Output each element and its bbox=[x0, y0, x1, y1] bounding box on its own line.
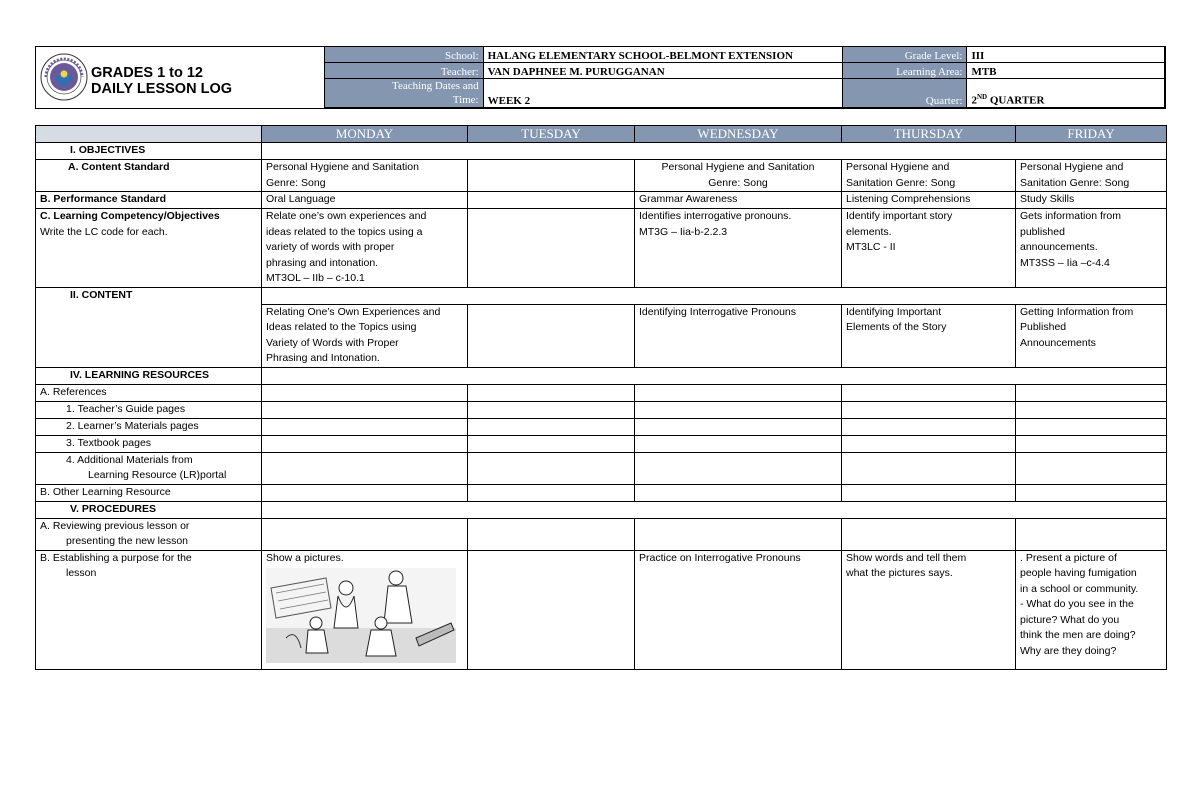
content-mon-line: Ideas related to the Topics using bbox=[266, 321, 417, 333]
teacher-value: VAN DAPHNEE M. PURUGGANAN bbox=[483, 63, 842, 79]
cell bbox=[635, 418, 842, 435]
cell bbox=[262, 401, 468, 418]
cell bbox=[635, 401, 842, 418]
cell bbox=[1016, 401, 1167, 418]
cell bbox=[635, 384, 842, 401]
daily-lesson-table bbox=[35, 125, 1167, 670]
dates-label bbox=[325, 79, 484, 108]
lc-thursday bbox=[842, 209, 1016, 288]
ps-monday: Oral Language bbox=[262, 192, 468, 209]
cs-monday bbox=[262, 160, 468, 192]
cell bbox=[262, 418, 468, 435]
content-fri-line: Published bbox=[1020, 321, 1067, 333]
teacher-label: Teacher: bbox=[325, 63, 484, 79]
content-thursday bbox=[842, 304, 1016, 367]
cell bbox=[842, 435, 1016, 452]
lm-pages-label: 2. Learner’s Materials pages bbox=[36, 418, 262, 435]
purpose-mon-text: Show a pictures. bbox=[266, 551, 344, 564]
lc-fri-line: announcements. bbox=[1020, 241, 1098, 253]
cell bbox=[1016, 484, 1167, 501]
dates-label-line1: Teaching Dates and bbox=[392, 80, 479, 92]
purpose-fri-line: people having fumigation bbox=[1020, 567, 1137, 579]
cs-fri-line1: Personal Hygiene and bbox=[1020, 161, 1124, 173]
cs-wed-line1: Personal Hygiene and Sanitation bbox=[661, 161, 815, 173]
cs-fri-line2: Sanitation Genre: Song bbox=[1020, 176, 1130, 189]
cell bbox=[635, 435, 842, 452]
lc-wed-code: MT3G – Iia-b-2.2.3 bbox=[639, 225, 728, 238]
lc-friday bbox=[1016, 209, 1167, 288]
content-mon-line: Relating One’s Own Experiences and bbox=[266, 305, 441, 318]
cell bbox=[842, 401, 1016, 418]
review-line2: presenting the new lesson bbox=[66, 535, 188, 547]
lc-thu-line: elements. bbox=[846, 225, 892, 238]
resources-heading: IV. LEARNING RESOURCES bbox=[36, 367, 262, 384]
content-thu-line: Identifying Important bbox=[846, 305, 942, 318]
content-fri-line: Getting Information from bbox=[1020, 305, 1134, 318]
cell bbox=[1016, 418, 1167, 435]
lc-fri-code: MT3SS – Iia –c-4.4 bbox=[1020, 256, 1110, 269]
cell bbox=[262, 435, 468, 452]
lc-wed-line: Identifies interrogative pronouns. bbox=[639, 210, 792, 222]
cell bbox=[842, 418, 1016, 435]
cs-mon-line1: Personal Hygiene and Sanitation bbox=[266, 161, 419, 173]
quarter-label: Quarter: bbox=[842, 79, 967, 108]
cs-thursday bbox=[842, 160, 1016, 192]
competency-label bbox=[36, 209, 262, 288]
day-thursday: THURSDAY bbox=[842, 126, 1016, 143]
textbook-pages-label: 3. Textbook pages bbox=[36, 435, 262, 452]
cs-tuesday bbox=[468, 160, 635, 192]
purpose-fri-line: - What do you see in the bbox=[1020, 598, 1134, 610]
purpose-friday bbox=[1016, 550, 1167, 669]
dates-label-line2: Time: bbox=[452, 94, 479, 106]
cell bbox=[635, 484, 842, 501]
lc-thu-code: MT3LC - II bbox=[846, 241, 896, 253]
purpose-thursday bbox=[842, 550, 1016, 669]
lc-fri-line: Gets information from bbox=[1020, 210, 1121, 222]
lesson-log-header bbox=[35, 46, 1166, 109]
purpose-line1: B. Establishing a purpose for the bbox=[40, 551, 192, 564]
cell bbox=[468, 518, 635, 550]
content-standard-label: A. Content Standard bbox=[36, 160, 262, 192]
cell bbox=[468, 435, 635, 452]
lc-wednesday bbox=[635, 209, 842, 288]
purpose-fri-line: . Present a picture of bbox=[1020, 551, 1117, 564]
cell bbox=[842, 384, 1016, 401]
lesson-log-title: GRADES 1 to 12 DAILY LESSON LOG bbox=[91, 65, 232, 97]
purpose-monday bbox=[262, 550, 468, 669]
dates-value: WEEK 2 bbox=[483, 79, 842, 108]
purpose-fri-line: picture? What do you bbox=[1020, 613, 1120, 626]
content-tuesday bbox=[468, 304, 635, 367]
lc-mon-line: Relate one’s own experiences and bbox=[266, 210, 427, 222]
cell bbox=[468, 384, 635, 401]
cell bbox=[262, 484, 468, 501]
competency-label-line2: Write the LC code for each. bbox=[40, 225, 168, 238]
purpose-wednesday: Practice on Interrogative Pronouns bbox=[635, 550, 842, 669]
cell bbox=[262, 384, 468, 401]
cell bbox=[1016, 518, 1167, 550]
am-line1: 4. Additional Materials from bbox=[66, 453, 193, 466]
content-wednesday bbox=[635, 304, 842, 367]
grade-value: III bbox=[967, 47, 1165, 63]
school-info-table bbox=[324, 46, 1165, 108]
cs-thu-line1: Personal Hygiene and bbox=[846, 161, 950, 173]
performance-standard-label: B. Performance Standard bbox=[36, 192, 262, 209]
tg-pages-label: 1. Teacher’s Guide pages bbox=[36, 401, 262, 418]
lc-thu-line: Identify important story bbox=[846, 210, 953, 222]
cell bbox=[468, 452, 635, 484]
purpose-label bbox=[36, 550, 262, 669]
cell bbox=[842, 484, 1016, 501]
procedures-heading: V. PROCEDURES bbox=[36, 501, 262, 518]
ps-wednesday: Grammar Awareness bbox=[635, 192, 842, 209]
corner-cell bbox=[36, 126, 262, 143]
other-resource-label: B. Other Learning Resource bbox=[36, 484, 262, 501]
cell bbox=[262, 452, 468, 484]
school-label: School: bbox=[325, 47, 484, 63]
cell bbox=[262, 518, 468, 550]
review-label bbox=[36, 518, 262, 550]
lc-monday bbox=[262, 209, 468, 288]
quarter-word: QUARTER bbox=[989, 95, 1045, 107]
am-line2: Learning Resource (LR)portal bbox=[88, 469, 227, 481]
resources-blank bbox=[262, 367, 1167, 384]
day-friday: FRIDAY bbox=[1016, 126, 1167, 143]
purpose-fri-line: Why are they doing? bbox=[1020, 644, 1117, 657]
cs-wednesday bbox=[635, 160, 842, 192]
ps-thursday: Listening Comprehensions bbox=[842, 192, 1016, 209]
purpose-fri-line: in a school or community. bbox=[1020, 582, 1139, 595]
quarter-value bbox=[967, 79, 1165, 108]
objectives-blank bbox=[262, 143, 1167, 160]
review-line1: A. Reviewing previous lesson or bbox=[40, 519, 190, 532]
lc-mon-code: MT3OL – IIb – c-10.1 bbox=[266, 272, 365, 284]
day-wednesday: WEDNESDAY bbox=[635, 126, 842, 143]
content-mon-line: Variety of Words with Proper bbox=[266, 336, 399, 349]
competency-label-line1: C. Learning Competency/Objectives bbox=[40, 210, 220, 222]
day-tuesday: TUESDAY bbox=[468, 126, 635, 143]
cell bbox=[468, 418, 635, 435]
purpose-line2: lesson bbox=[66, 567, 97, 579]
cell bbox=[1016, 384, 1167, 401]
deped-seal-icon bbox=[40, 53, 88, 101]
ps-friday: Study Skills bbox=[1016, 192, 1167, 209]
content-wed-line: Identifying Interrogative Pronouns bbox=[639, 305, 797, 318]
cs-mon-line2: Genre: Song bbox=[266, 176, 326, 189]
lc-fri-line: published bbox=[1020, 225, 1065, 238]
quarter-number: 2 bbox=[971, 95, 977, 107]
lc-mon-line: variety of words with proper bbox=[266, 241, 395, 253]
content-monday bbox=[262, 304, 468, 367]
cell bbox=[842, 452, 1016, 484]
brand-block bbox=[36, 47, 324, 108]
lc-mon-line: phrasing and intonation. bbox=[266, 256, 379, 269]
day-monday: MONDAY bbox=[262, 126, 468, 143]
content-fri-line: Announcements bbox=[1020, 336, 1096, 349]
purpose-tuesday bbox=[468, 550, 635, 669]
purpose-thu-line: what the pictures says. bbox=[846, 567, 953, 579]
cell bbox=[1016, 435, 1167, 452]
cell bbox=[1016, 452, 1167, 484]
lc-tuesday bbox=[468, 209, 635, 288]
content-friday bbox=[1016, 304, 1167, 367]
cell bbox=[842, 518, 1016, 550]
content-mon-line: Phrasing and Intonation. bbox=[266, 352, 380, 364]
cs-wed-line2: Genre: Song bbox=[708, 176, 768, 189]
procedures-blank bbox=[262, 501, 1167, 518]
ps-tuesday bbox=[468, 192, 635, 209]
cell bbox=[468, 484, 635, 501]
additional-materials-label bbox=[36, 452, 262, 484]
cell bbox=[468, 401, 635, 418]
grade-label: Grade Level: bbox=[842, 47, 967, 63]
references-label: A. References bbox=[36, 384, 262, 401]
purpose-fri-line: think the men are doing? bbox=[1020, 629, 1136, 641]
content-thu-line: Elements of the Story bbox=[846, 321, 947, 333]
hygiene-illustration bbox=[266, 568, 456, 663]
lc-mon-line: ideas related to the topics using a bbox=[266, 225, 423, 238]
objectives-heading: I. OBJECTIVES bbox=[36, 143, 262, 160]
quarter-suffix: ND bbox=[976, 93, 988, 102]
purpose-thu-line: Show words and tell them bbox=[846, 551, 967, 564]
area-label: Learning Area: bbox=[842, 63, 967, 79]
content-blank bbox=[262, 287, 1167, 304]
content-heading: II. CONTENT bbox=[36, 287, 262, 367]
cs-thu-line2: Sanitation Genre: Song bbox=[846, 176, 956, 189]
school-value: HALANG ELEMENTARY SCHOOL-BELMONT EXTENSION bbox=[483, 47, 842, 63]
area-value: MTB bbox=[967, 63, 1165, 79]
cell bbox=[635, 452, 842, 484]
cell bbox=[635, 518, 842, 550]
cs-friday bbox=[1016, 160, 1167, 192]
